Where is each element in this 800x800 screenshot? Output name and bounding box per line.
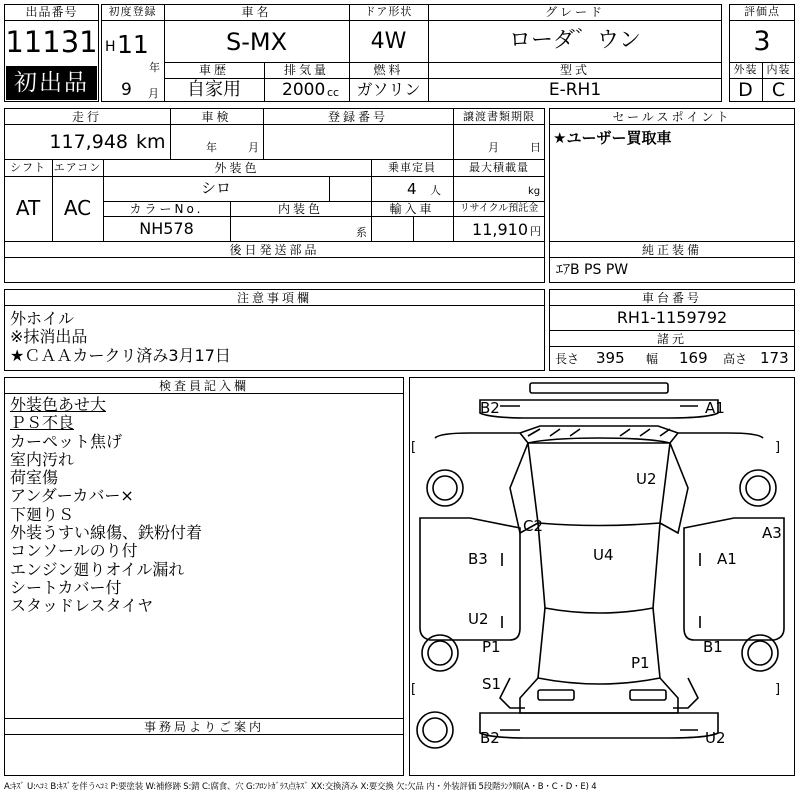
seats: 4 — [407, 180, 417, 198]
inspector-line: エンジン廻りオイル漏れ — [10, 559, 185, 579]
equip-label: 純正装備 — [641, 243, 702, 257]
damage-mark: S1 — [482, 675, 502, 693]
grade: ローダ゛ウン — [508, 28, 641, 53]
year-unit: 年 — [149, 61, 160, 74]
diagram-bracket: [ — [411, 440, 417, 455]
inspection-year-unit: 年 — [206, 141, 217, 154]
office-label: 事務局よりご案内 — [143, 720, 264, 734]
kei-unit: 系 — [356, 226, 367, 239]
transfer-day-unit: 日 — [530, 141, 541, 154]
height: 173 — [760, 349, 789, 367]
model-name-label: 車名 — [241, 5, 272, 19]
note-line: ※抹消出品 — [10, 327, 88, 347]
inspector-line: アンダーカバー× — [10, 486, 134, 506]
chassis-number: RH1-1159792 — [616, 308, 728, 327]
seats-label: 乗車定員 — [388, 161, 436, 174]
damage-mark: U2 — [468, 610, 489, 628]
damage-mark: U4 — [593, 546, 614, 564]
damage-mark: U2 — [705, 729, 726, 747]
cc-unit: cc — [327, 86, 340, 99]
width-label: 幅 — [646, 352, 659, 366]
km-unit: km — [136, 131, 166, 153]
load-label: 最大積載量 — [469, 161, 529, 174]
mileage: 117,948 — [49, 131, 128, 153]
damage-mark: B2 — [480, 399, 500, 417]
notes-label: 注意事項欄 — [236, 291, 312, 305]
recycle-fee: 11,910 — [472, 220, 528, 239]
inspector-line: 室内汚れ — [10, 449, 75, 469]
inspector-label: 検査員記入欄 — [158, 379, 249, 393]
fuel-label: 燃料 — [373, 63, 404, 77]
door-label: ドア形状 — [364, 5, 413, 18]
damage-mark: B2 — [480, 729, 500, 747]
damage-legend: A:ｷｽﾞ U:ﾍｺﾐ B:ｷｽﾞを伴うﾍｺﾐ P:要塗装 W:補修跡 S:錆 C:腐食、穴 G:ﾌﾛﾝﾄｶﾞﾗｽ点ｷｽﾞ XX:交換済み X:要交換 欠:欠品 内・外装評価 5段階ﾗﾝｸ順(A・B・C・D・E) 4 — [4, 782, 597, 792]
history: 自家用 — [187, 79, 241, 100]
length-label: 長さ — [555, 352, 580, 366]
diagram-bracket: [ — [411, 682, 417, 697]
int-label: 内装 — [766, 63, 791, 76]
recycle-label: リサイクル預託金 — [459, 203, 539, 214]
damage-mark: B1 — [703, 638, 723, 656]
equip: ｴｱB PS PW — [556, 262, 629, 278]
kg-unit: kg — [528, 186, 541, 197]
inspector-line: ＰＳ不良 — [10, 413, 75, 433]
first-listing-badge: 初出品 — [6, 66, 97, 100]
inspector-line: 外装色あせ大 — [10, 395, 107, 414]
shift: AT — [15, 196, 41, 220]
displacement: 2000 — [282, 80, 326, 100]
type-label: 型式 — [559, 63, 590, 77]
ext-label: 外装 — [733, 63, 758, 76]
shift-label: シフト — [10, 161, 46, 174]
damage-mark: P1 — [482, 638, 501, 656]
transfer-month-unit: 月 — [488, 141, 499, 154]
note-line: ★ＣＡＡカークリ済み3月17日 — [10, 345, 231, 365]
inspector-line: 外装うすい線傷、鉄粉付着 — [10, 523, 203, 543]
sales-point: ★ユーザー買取車 — [553, 129, 672, 147]
transfer-label: 譲渡書類期限 — [463, 110, 535, 123]
inspector-line: シートカバー付 — [10, 577, 122, 597]
car-diagram — [409, 377, 795, 776]
first-reg-label: 初度登録 — [108, 5, 157, 18]
score-label: 評価点 — [744, 5, 780, 18]
later-parts-label: 後日発送部品 — [229, 243, 320, 257]
reg-month: 9 — [121, 80, 132, 100]
lot-number: 11131 — [5, 25, 98, 59]
mileage-label: 走行 — [71, 110, 102, 124]
era-mark: H — [105, 39, 116, 55]
type-code: E-RH1 — [548, 80, 602, 100]
score: 3 — [753, 26, 771, 57]
diagram-bracket: ] — [775, 440, 781, 455]
chassis-label: 車台番号 — [641, 291, 702, 305]
inspector-line: 荷室傷 — [10, 468, 59, 488]
model-name: S-MX — [225, 28, 288, 56]
lot-label: 出品番号 — [25, 5, 78, 19]
damage-mark: A3 — [762, 524, 782, 542]
damage-mark: A1 — [705, 399, 725, 417]
sales-point-label: セールスポイント — [612, 110, 732, 124]
width: 169 — [679, 349, 708, 367]
note-line: 外ホイル — [10, 309, 75, 328]
inspection-month-unit: 月 — [248, 141, 259, 154]
ac: AC — [63, 196, 92, 220]
plate-label: 登録番号 — [327, 110, 388, 124]
damage-mark: C2 — [523, 517, 544, 535]
int-grade: C — [771, 79, 786, 101]
displacement-label: 排気量 — [283, 63, 329, 77]
grade-label: グレード — [544, 5, 605, 19]
reg-year: 11 — [117, 30, 149, 59]
yen-unit: 円 — [530, 225, 541, 238]
inspector-line: スタッドレスタイヤ — [10, 596, 154, 616]
diagram-bracket: ] — [775, 682, 781, 697]
damage-mark: P1 — [631, 654, 650, 672]
inspection-label: 車検 — [201, 110, 232, 124]
damage-mark: U2 — [636, 470, 657, 488]
history-label: 車歴 — [198, 63, 229, 77]
length: 395 — [596, 349, 625, 367]
colorno-label: カラーNo. — [129, 202, 204, 216]
intcolor-label: 内装色 — [277, 202, 323, 216]
ext-grade: D — [738, 79, 753, 101]
inspector-line: 下廻りＳ — [10, 504, 75, 524]
height-label: 高さ — [723, 352, 748, 366]
inspector-line: コンソールのり付 — [10, 541, 138, 561]
color-label: 外装色 — [214, 161, 260, 175]
door-type: 4W — [370, 29, 407, 54]
ac-label: エアコン — [53, 161, 102, 174]
damage-mark: A1 — [717, 550, 737, 568]
dims-label: 諸元 — [656, 332, 687, 346]
damage-mark: B3 — [468, 550, 488, 568]
seats-unit: 人 — [430, 184, 441, 197]
inspector-line: カーペット焦げ — [10, 431, 123, 451]
month-unit: 月 — [148, 87, 159, 100]
body-color: シロ — [200, 179, 231, 197]
fuel: ガソリン — [356, 80, 421, 99]
color-no: NH578 — [139, 219, 194, 238]
import-label: 輸入車 — [389, 202, 435, 216]
